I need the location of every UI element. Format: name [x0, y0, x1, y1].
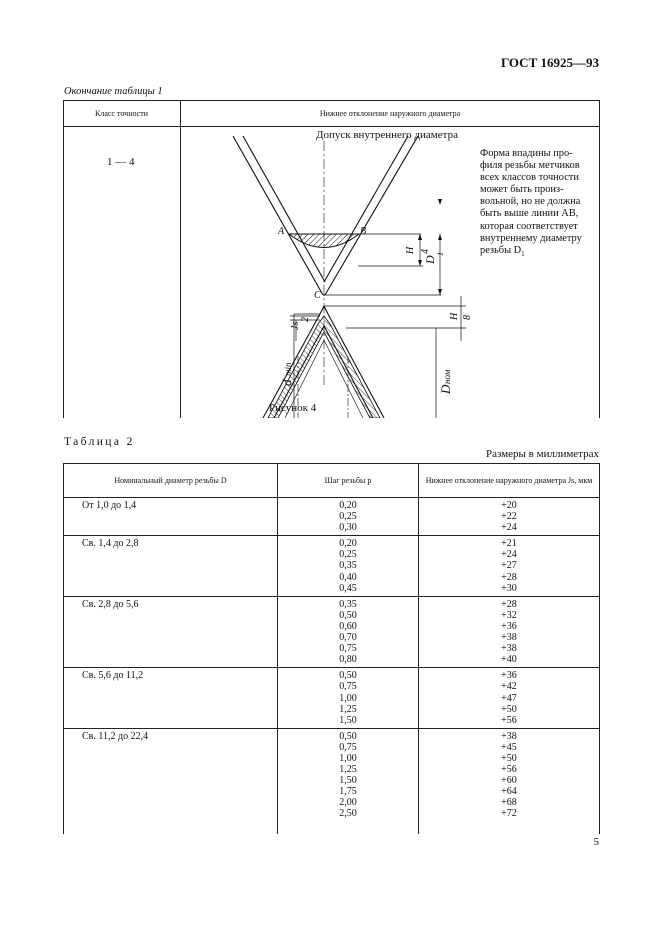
table-row — [64, 596, 600, 668]
diameter-range-cell: Св. 1,4 до 2,8 — [64, 536, 278, 596]
label-dmin: d — [279, 379, 294, 386]
pitch-value: 0,25 — [339, 549, 357, 561]
deviation-value: +36 — [501, 620, 517, 632]
table1-left-border — [63, 100, 64, 418]
deviation-value: +50 — [501, 703, 517, 715]
pitch-value: 0,70 — [339, 632, 357, 644]
deviation-value: +68 — [501, 797, 517, 809]
label-dmin-sub: min — [283, 362, 293, 376]
label-c: C — [314, 290, 321, 301]
deviation-cell — [419, 596, 600, 668]
pitch-value: 0,50 — [339, 670, 357, 682]
pitch-value: 0,35 — [339, 560, 357, 572]
tolerance-subheader: Допуск внутреннего диаметра — [316, 129, 458, 141]
pitch-cell — [278, 498, 419, 536]
v-right-inner — [324, 136, 408, 282]
deviation-value: +32 — [501, 609, 517, 621]
pitch-value: 0,50 — [339, 609, 357, 621]
deviation-value: +56 — [501, 714, 517, 726]
label-h2: H — [449, 312, 460, 320]
deviation-value: +24 — [501, 549, 517, 561]
deviation-value: +22 — [501, 511, 517, 523]
deviation-cell — [419, 536, 600, 596]
label-d1: D — [423, 255, 437, 264]
table1-right-border — [599, 100, 600, 418]
table2-title: Таблица 2 — [64, 436, 135, 448]
table1-header-separator — [63, 126, 600, 127]
deviation-value: +27 — [501, 560, 517, 572]
table1-col2-header: Нижнее отклонение наружного диаметра — [319, 109, 461, 118]
figure-caption: Рисунок 4 — [269, 402, 317, 414]
label-dnom-sub: ном — [442, 369, 452, 384]
deviation-cell — [419, 728, 600, 821]
accuracy-class-value: 1 — 4 — [107, 156, 135, 168]
table2 — [63, 463, 600, 834]
standard-header: ГОСТ 16925—93 — [500, 55, 599, 70]
table2-header-deviation: Нижнее отклонение наружного диаметра Js, мкм — [419, 464, 600, 498]
label-js: Js — [290, 321, 301, 330]
pitch-value: 0,25 — [339, 511, 357, 523]
pitch-value: 0,30 — [339, 522, 357, 534]
note-line: вольной, но не должна — [480, 196, 581, 208]
pitch-value: 1,50 — [339, 775, 357, 787]
pitch-cell — [278, 668, 419, 728]
table1-col-divider — [180, 100, 181, 418]
pitch-value: 2,00 — [339, 797, 357, 809]
deviation-value: +64 — [501, 786, 517, 798]
pitch-value: 0,50 — [339, 730, 357, 742]
deviation-value: +50 — [501, 752, 517, 764]
pitch-cell — [278, 728, 419, 821]
diameter-range-cell: Св. 11,2 до 22,4 — [64, 728, 278, 821]
deviation-value: +20 — [501, 500, 517, 511]
deviation-value: +28 — [501, 571, 517, 583]
v-left-outer — [233, 136, 323, 295]
pitch-value: 0,45 — [339, 582, 357, 594]
label-dnom: D — [438, 384, 453, 394]
table-row — [64, 498, 600, 536]
diameter-range-cell: Св. 5,6 до 11,2 — [64, 668, 278, 728]
pitch-value: 2,50 — [339, 808, 357, 820]
deviation-value: +36 — [501, 670, 517, 682]
deviation-value: +38 — [501, 643, 517, 655]
pitch-cell — [278, 596, 419, 668]
note-line: резьбы $D_1$ — [480, 244, 525, 258]
note-line: всех классов точности — [480, 172, 579, 184]
deviation-value: +60 — [501, 775, 517, 787]
note-line: может быть произ- — [480, 184, 564, 196]
deviation-cell — [419, 668, 600, 728]
page-number: 5 — [593, 836, 599, 848]
pitch-cell — [278, 536, 419, 596]
table1 — [63, 100, 600, 418]
table1-continuation-caption: Окончание таблицы 1 — [64, 86, 163, 97]
label-8: 8 — [462, 315, 473, 320]
table-row — [64, 728, 600, 821]
deviation-value: +24 — [501, 522, 517, 534]
table-row — [64, 668, 600, 728]
pitch-value: 1,50 — [339, 714, 357, 726]
note-line: филя резьбы метчиков — [480, 160, 580, 172]
diameter-range-cell: Св. 2,8 до 5,6 — [64, 596, 278, 668]
label-4: 4 — [420, 249, 431, 254]
v-right-outer — [325, 136, 418, 295]
table2-units: Размеры в миллиметрах — [486, 448, 599, 460]
pitch-value: 1,00 — [339, 752, 357, 764]
label-2: 2 — [300, 317, 311, 322]
table-row — [64, 536, 600, 596]
hatched-crest — [289, 234, 359, 248]
note-line: внутреннему диаметру — [480, 232, 582, 244]
deviation-value: +45 — [501, 741, 517, 753]
deviation-value: +47 — [501, 692, 517, 704]
pitch-value: 0,20 — [339, 538, 357, 550]
pitch-value: 0,80 — [339, 654, 357, 666]
table2-header-pitch: Шаг резьбы p — [278, 464, 419, 498]
label-b: B — [360, 226, 367, 237]
pitch-value: 0,60 — [339, 620, 357, 632]
deviation-value: +28 — [501, 598, 517, 610]
pitch-value: 1,25 — [339, 703, 357, 715]
table2-header-diameter: Номинальный диаметр резьбы D — [64, 464, 278, 498]
pitch-value: 0,40 — [339, 571, 357, 583]
v-left-inner — [243, 136, 325, 282]
deviation-cell — [419, 498, 600, 536]
diameter-range-cell: От 1,0 до 1,4 — [64, 498, 278, 536]
deviation-value: +40 — [501, 654, 517, 666]
deviation-value: +30 — [501, 582, 517, 594]
note-line: быть выше линии АВ, — [480, 208, 579, 220]
deviation-value: +38 — [501, 632, 517, 644]
deviation-value: +42 — [501, 681, 517, 693]
pitch-value: 0,20 — [339, 500, 357, 511]
thread-profile-figure — [208, 136, 473, 418]
note-line: которая соответствует — [480, 220, 578, 232]
thread-form-note — [480, 148, 582, 260]
deviation-value: +38 — [501, 730, 517, 742]
note-line: Форма впадины про- — [480, 148, 573, 159]
deviation-value: +72 — [501, 808, 517, 820]
pitch-value: 1,25 — [339, 764, 357, 776]
label-d1-sub: 1 — [436, 252, 445, 256]
deviation-value: +56 — [501, 764, 517, 776]
pitch-value: 0,75 — [339, 643, 357, 655]
pitch-value: 1,00 — [339, 692, 357, 704]
table1-top-border — [63, 100, 600, 101]
label-a: A — [278, 226, 285, 237]
label-h: H — [405, 246, 416, 254]
deviation-value: +21 — [501, 538, 517, 550]
table1-col1-header: Класс точности — [95, 109, 148, 118]
pitch-value: 0,35 — [339, 598, 357, 610]
pitch-value: 0,75 — [339, 741, 357, 753]
pitch-value: 1,75 — [339, 786, 357, 798]
pitch-value: 0,75 — [339, 681, 357, 693]
